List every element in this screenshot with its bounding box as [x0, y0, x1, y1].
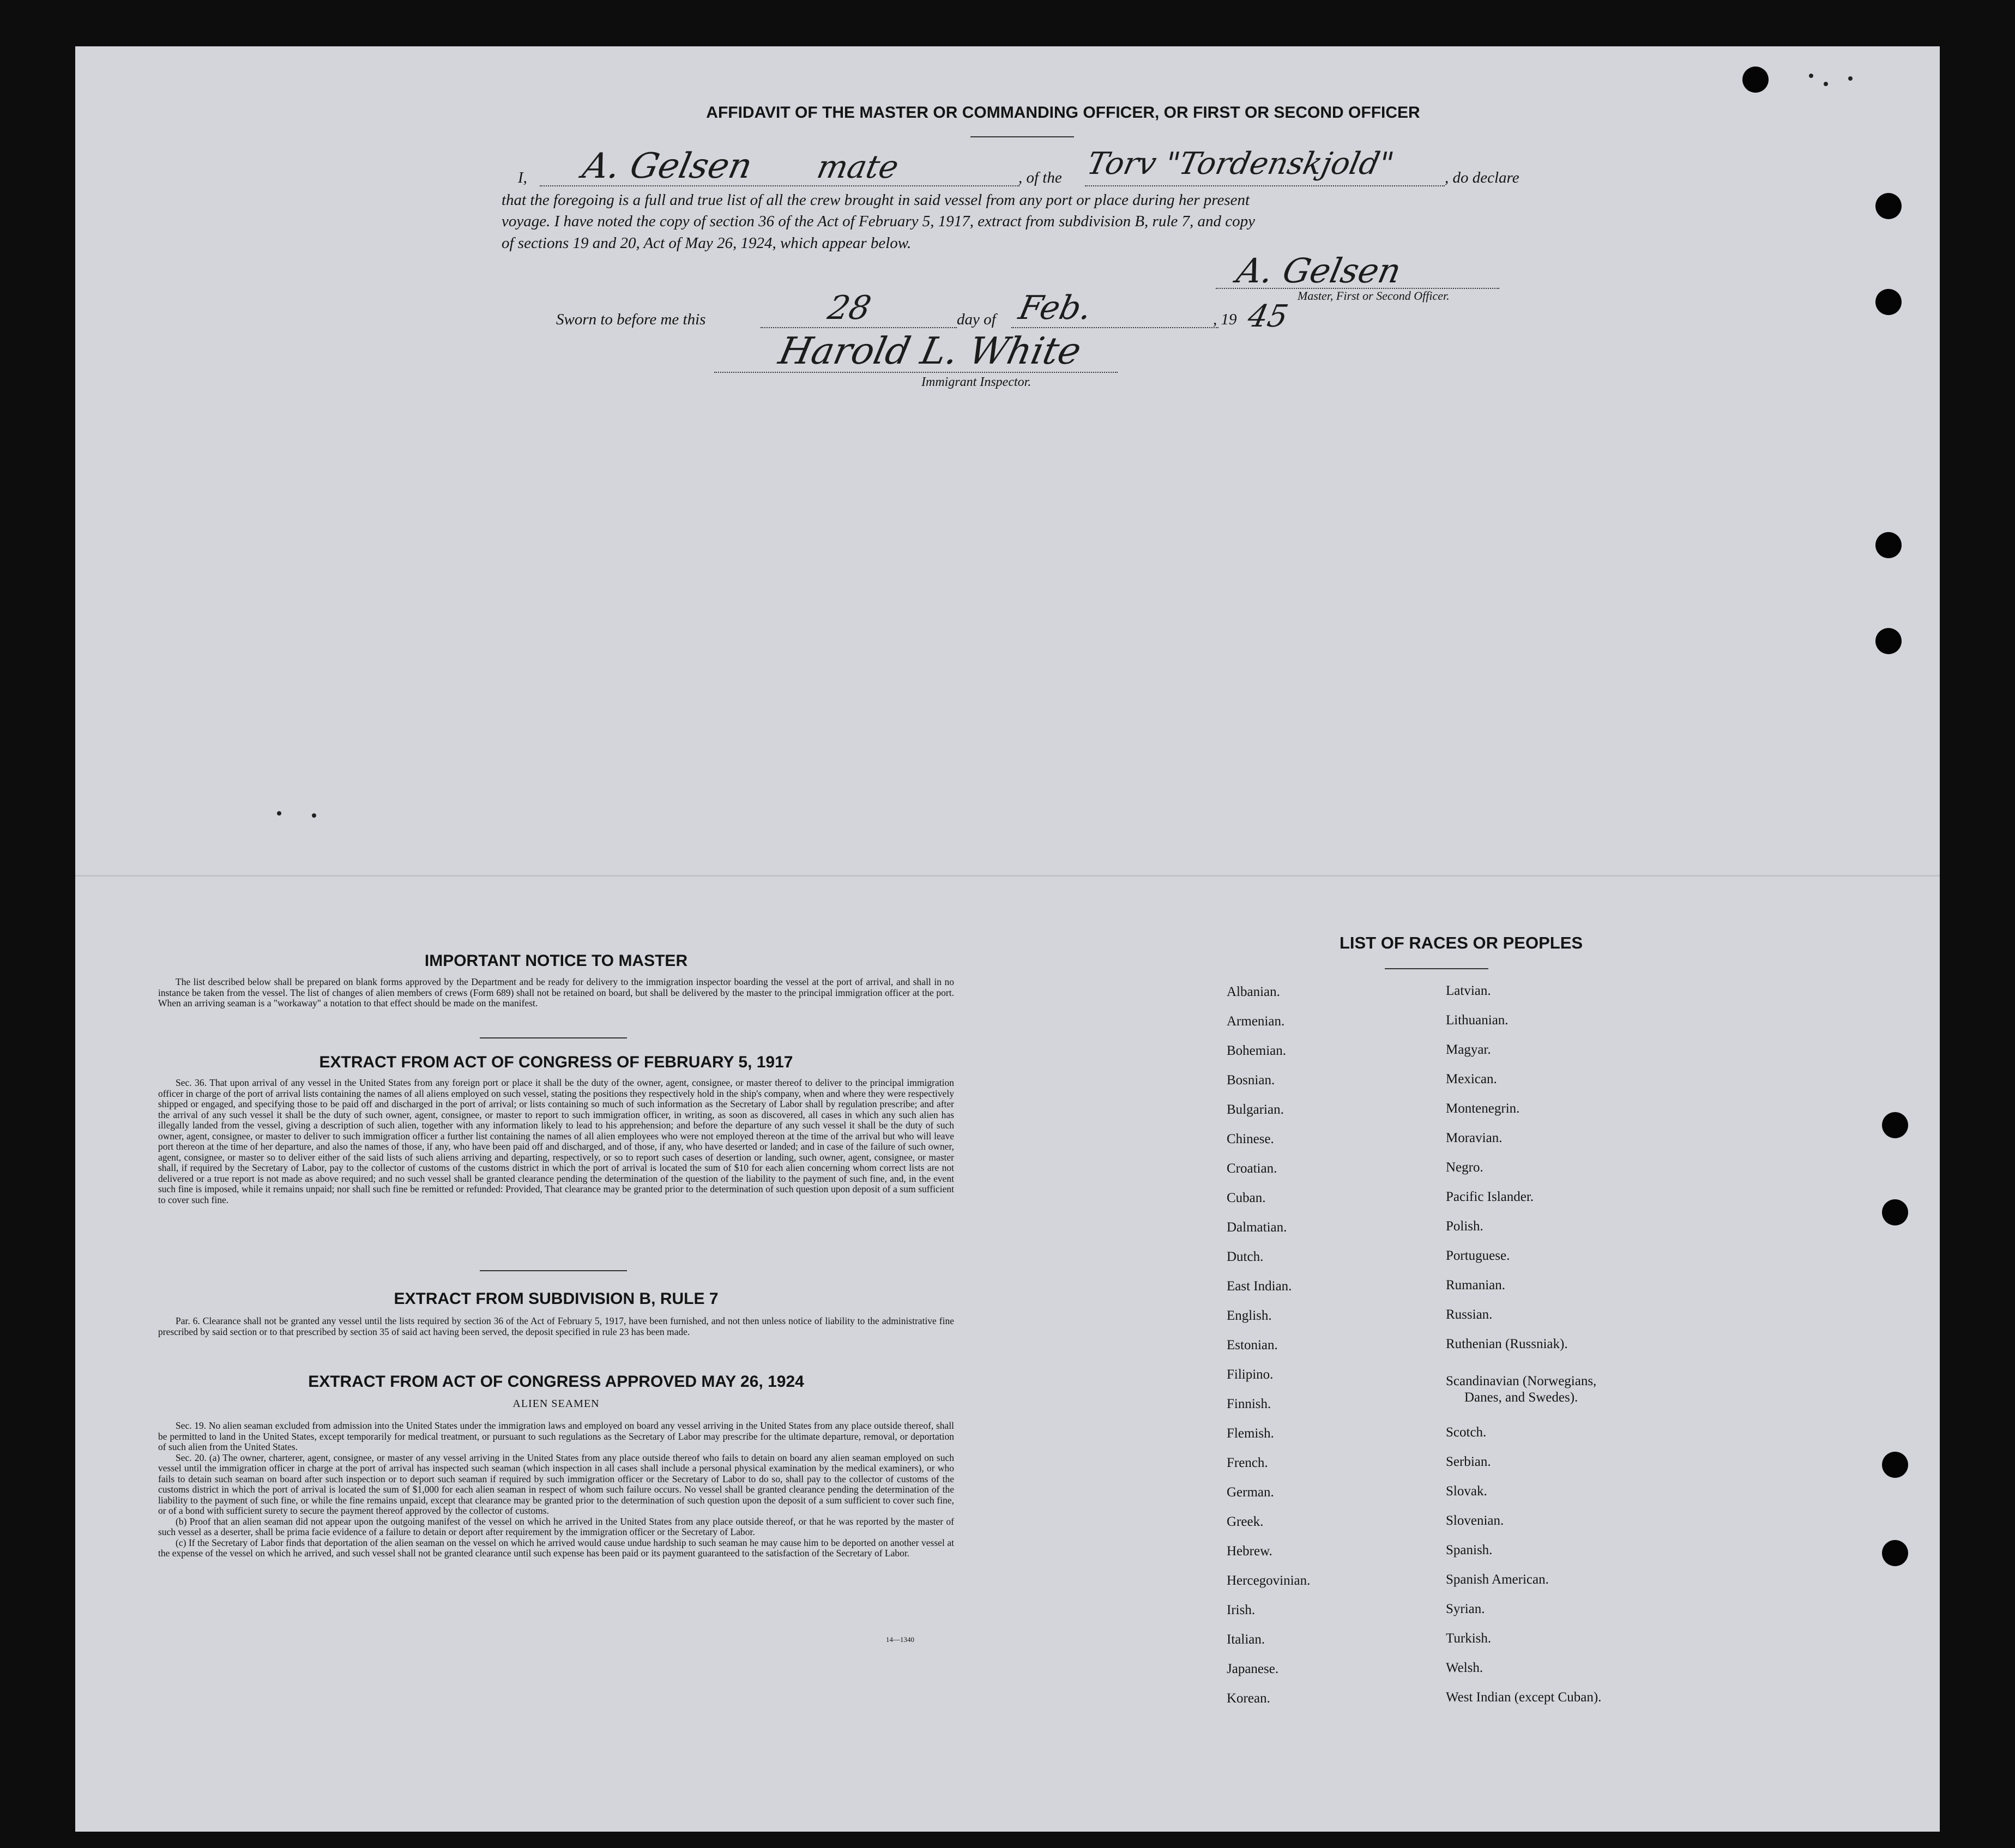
of-the: , of the — [1018, 169, 1062, 186]
race-right: Moravian. — [1446, 1131, 1503, 1145]
speck — [277, 811, 281, 816]
rank-handwritten: mate — [813, 148, 902, 185]
fold-line — [75, 875, 1940, 877]
race-left: Bosnian. — [1227, 1073, 1275, 1088]
officer-signature: A. Gelsen — [1233, 251, 1405, 291]
race-right: Portuguese. — [1446, 1248, 1510, 1263]
punch-hole — [1875, 289, 1902, 315]
section-rule — [480, 1037, 627, 1038]
race-left: Bohemian. — [1227, 1043, 1287, 1058]
race-left: East Indian. — [1227, 1279, 1292, 1294]
race-right: Latvian. — [1446, 983, 1491, 998]
race-right: Scandinavian (Norwegians, — [1446, 1374, 1597, 1388]
officer-caption: Master, First or Second Officer. — [1298, 289, 1450, 303]
race-left: Hercegovinian. — [1227, 1573, 1311, 1588]
race-left: Irish. — [1227, 1603, 1256, 1617]
race-right: Serbian. — [1446, 1454, 1491, 1469]
inspector-caption: Immigrant Inspector. — [921, 375, 1031, 389]
sec19-paragraph: Sec. 19. No alien seaman excluded from admission into the United States under the immigration laws and employed on board any vessel arriving in the United States from any place outside thereof, shall be permitted to land in the United States, except temporarily for medical treatment, or pursuant to such regulations as the Secretary of Labor may prescribe for the ultimate departure, removal, or deportation of such alien from the United States. — [158, 1420, 954, 1452]
race-right: Slovenian. — [1446, 1513, 1504, 1528]
race-right: Polish. — [1446, 1219, 1483, 1234]
race-right: Montenegrin. — [1446, 1101, 1520, 1116]
speck — [1809, 74, 1813, 78]
race-left: Italian. — [1227, 1632, 1265, 1647]
race-left: Armenian. — [1227, 1014, 1285, 1029]
month-handwritten: Feb. — [1015, 289, 1095, 327]
race-right: Spanish. — [1446, 1543, 1493, 1557]
race-left: Hebrew. — [1227, 1544, 1272, 1559]
race-left: Korean. — [1227, 1691, 1270, 1706]
speck — [1848, 76, 1853, 81]
race-left: Flemish. — [1227, 1426, 1274, 1441]
extract-1917-title: EXTRACT FROM ACT OF CONGRESS OF FEBRUARY 5, 1917 — [319, 1053, 793, 1071]
race-left: Albanian. — [1227, 985, 1280, 999]
sec36-paragraph: Sec. 36. That upon arrival of any vessel in the United States from any foreign port or place it shall be the duty of the owner, agent, consignee, or master thereof to deliver to the principal immigration officer in charge of the port of arrival lists containing the names of all aliens employed on such vessel, stating the positions they respectively hold in the ship's company, when and where they were respectively shipped or engaged, and specifying those to be paid off and discharged in the port of arrival; or lists containing so much of such information as the Secretary of Labor shall by regulation prescribe; and after the arrival of any such vessel it shall be the duty of such owner, agent, consignee, or master to report to such immigration officer, in writing, as soon as discovered, all cases in which any such alien has illegally landed from the vessel, giving a description of such alien, together with any information likely to lead to his apprehension; and before the departure of any such vessel it shall be the duty of such owner, agent, consignee, or master to deliver to such immigration officer a further list containing the names of all alien employees who were not employed thereon at the time of the arrival but who will leave port thereon at the time of her departure, and also the names of those, if any, who have been paid off and discharged, and of those, if any, who have deserted or landed; and in case of the failure of such owner, agent, consignee, or master so to deliver either of the said lists of such aliens arriving and departing, respectively, or so to report such cases of desertion or landing, such owner, agent, consignee, or master shall, if required by the Secretary of Labor, pay to the collector of customs of the customs district in which the port of arrival is located the sum of $10 for each alien concerning whom correct lists are not delivered or a true report is not made as above required; and no such vessel shall be granted clearance pending the determination of the question of the liability to the payment of such fine, and, in the event such fine is imposed, while it remains unpaid; nor shall such fine be remitted or refunded: Provided, That clearance may be granted prior to the determination of such question upon deposit of a sum sufficient to cover such fine. — [158, 1077, 954, 1205]
race-right: Negro. — [1446, 1160, 1483, 1175]
extract-1924-title: EXTRACT FROM ACT OF CONGRESS APPROVED MAY 26, 1924 — [308, 1373, 804, 1391]
rule7-text — [158, 1316, 954, 1337]
punch-hole — [1882, 1112, 1908, 1138]
races-rule — [1385, 968, 1488, 969]
extract-1917-text — [158, 1078, 954, 1205]
day-handwritten: 28 — [824, 289, 874, 327]
title-rule — [970, 136, 1074, 137]
race-left: French. — [1227, 1456, 1268, 1470]
officer-name-handwritten: A. Gelsen — [579, 146, 756, 186]
race-right: Magyar. — [1446, 1042, 1491, 1057]
par6-paragraph: Par. 6. Clearance shall not be granted any vessel until the lists required by section 36 of the Act of February 5, 1917, have been furnished, and not then unless notice of liability to the administrative fine prescribed by said section or to that prescribed by section 35 of said act having been served, the deposit specified in rule 23 has been made. — [158, 1315, 954, 1337]
race-right: Rumanian. — [1446, 1278, 1506, 1293]
race-right-continuation: Danes, and Swedes). — [1464, 1390, 1578, 1405]
race-left: Chinese. — [1227, 1132, 1274, 1146]
punch-hole — [1882, 1540, 1908, 1566]
race-right: Lithuanian. — [1446, 1013, 1509, 1028]
race-right: Syrian. — [1446, 1602, 1485, 1616]
alien-seamen-subtitle: ALIEN SEAMEN — [512, 1398, 600, 1410]
vessel-handwritten: Torv "Tordenskjold" — [1084, 146, 1397, 182]
race-right: Spanish American. — [1446, 1572, 1549, 1587]
punch-hole — [1882, 1452, 1908, 1478]
affidavit-body-line3: of sections 19 and 20, Act of May 26, 1924, which appear below. — [502, 234, 912, 252]
inspector-signature-line — [714, 372, 1118, 373]
notice-title: IMPORTANT NOTICE TO MASTER — [424, 952, 688, 970]
sec20b-paragraph: (b) Proof that an alien seaman did not appear upon the outgoing manifest of the vessel on which he arrived in the United States from any place outside thereof, or that he was reported by the master of such vessel as a deserter, shall be prima facie evidence of a failure to detain or deport after requirement by the immigration officer or the Secretary of Labor. — [158, 1515, 954, 1537]
race-left: Bulgarian. — [1227, 1102, 1284, 1117]
punch-hole — [1882, 1199, 1908, 1225]
day-line — [761, 327, 957, 328]
race-right: Slovak. — [1446, 1484, 1487, 1499]
races-title: LIST OF RACES OR PEOPLES — [1339, 933, 1583, 952]
year-handwritten: 45 — [1245, 299, 1292, 334]
form-number: 14—1340 — [886, 1635, 914, 1644]
race-left: German. — [1227, 1485, 1274, 1500]
race-left: Estonian. — [1227, 1338, 1278, 1352]
race-left: Filipino. — [1227, 1367, 1274, 1382]
race-right: Mexican. — [1446, 1072, 1497, 1086]
affidavit-body-line2: voyage. I have noted the copy of section 36 of the Act of February 5, 1917, extract from subdivision B, rule 7, and copy — [502, 213, 1256, 230]
punch-hole — [1742, 67, 1769, 93]
year-prefix: , 19 — [1213, 311, 1237, 328]
month-line — [1011, 327, 1218, 328]
race-right: West Indian (except Cuban). — [1446, 1690, 1602, 1705]
race-right: Scotch. — [1446, 1425, 1487, 1440]
race-right: Pacific Islander. — [1446, 1189, 1534, 1204]
section-rule — [480, 1270, 627, 1271]
extract-1924-text — [158, 1421, 954, 1559]
day-of: day of — [957, 311, 996, 328]
punch-hole — [1875, 532, 1902, 558]
punch-hole — [1875, 628, 1902, 654]
speck — [1824, 82, 1828, 86]
race-left: Dutch. — [1227, 1249, 1264, 1264]
race-right: Russian. — [1446, 1307, 1493, 1322]
sworn-label: Sworn to before me this — [556, 311, 706, 328]
race-left: English. — [1227, 1308, 1272, 1323]
prefix-i: I, — [518, 169, 527, 186]
affidavit-title: AFFIDAVIT OF THE MASTER OR COMMANDING OFFICER, OR FIRST OR SECOND OFFICER — [706, 104, 1420, 122]
do-declare: , do declare — [1445, 169, 1519, 186]
sec20a-paragraph: Sec. 20. (a) The owner, charterer, agent, consignee, or master of any vessel arriving in the United States from any place outside thereof who fails to detain on board any alien seaman employed on such vessel until the immigration officer in charge at the port of arrival has inspected such seaman (which inspection in all cases shall include a personal physical examination by the medical examiners), or who fails to detain such seaman on board after such inspection or to deport such seaman if required by such immigration officer or the Secretary of Labor to do so, shall pay to the collector of customs of the customs district in which the port of arrival is located the sum of $1,000 for each alien seaman in respect of whom such failure occurs. No vessel shall be granted clearance pending the determination of the liability to the payment of such fine, or while the fine remains unpaid, except that clearance may be granted prior to the determination of such question upon the deposit of a sum sufficient to cover such fine, or of a bond with sufficient surety to secure the payment thereof approved by the collector of customs. — [158, 1452, 954, 1516]
race-right: Ruthenian (Russniak). — [1446, 1337, 1568, 1351]
speck — [312, 813, 316, 818]
notice-text — [158, 977, 954, 1009]
race-left: Cuban. — [1227, 1191, 1266, 1205]
race-left: Dalmatian. — [1227, 1220, 1287, 1235]
affidavit-body-line1: that the foregoing is a full and true list of all the crew brought in said vessel from any port or place during her present — [502, 191, 1250, 209]
rule7-title: EXTRACT FROM SUBDIVISION B, RULE 7 — [394, 1290, 719, 1308]
race-right: Welsh. — [1446, 1660, 1483, 1675]
race-left: Japanese. — [1227, 1662, 1279, 1676]
race-left: Greek. — [1227, 1514, 1264, 1529]
race-left: Croatian. — [1227, 1161, 1277, 1176]
sec20c-paragraph: (c) If the Secretary of Labor finds that deportation of the alien seaman on the vessel on which he arrived would cause undue hardship to such seaman he may cause him to be deported on another vessel at the expense of the vessel on which he arrived, and such vessel shall not be granted clearance until such expense has been paid or its payment guaranteed to the satisfaction of the Secretary of Labor. — [158, 1537, 954, 1559]
inspector-signature: Harold L. White — [775, 330, 1085, 373]
race-left: Finnish. — [1227, 1397, 1271, 1411]
notice-paragraph: The list described below shall be prepared on blank forms approved by the Department and be ready for delivery to the immigration inspector boarding the vessel at the port of arrival, and shall in no instance be taken from the vessel. The list of changes of alien members of crews (Form 689) shall not be retained on board, but shall be delivered by the master to the principal immigration officer at the port. When an arriving seaman is a "workaway" a notation to that effect should be made on the manifest. — [158, 976, 954, 1008]
vessel-line — [1085, 185, 1445, 186]
race-right: Turkish. — [1446, 1631, 1492, 1646]
punch-hole — [1875, 193, 1902, 219]
